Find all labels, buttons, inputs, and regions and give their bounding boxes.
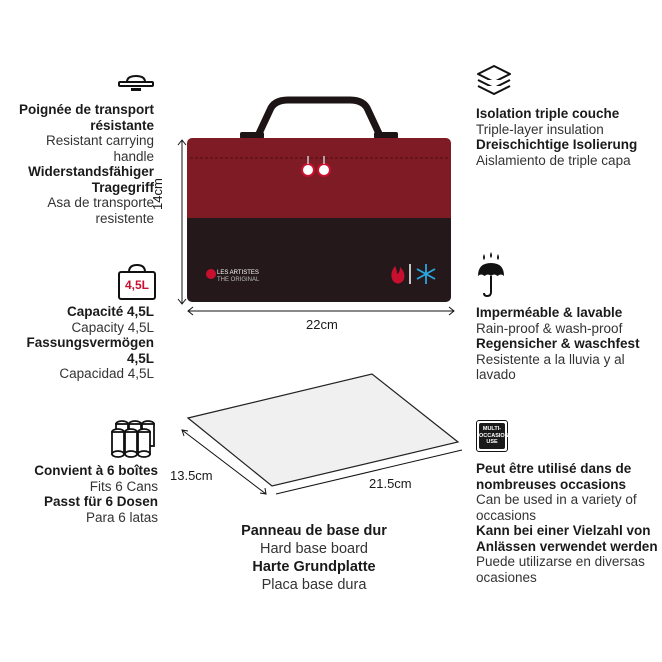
- multi-badge-line3: USE: [486, 439, 498, 445]
- board-depth-label: 13.5cm: [170, 468, 213, 483]
- feature-baseboard: [214, 522, 414, 594]
- feature-capacity: [4, 304, 154, 382]
- capacity-de: Fassungsvermögen 4,5L: [26, 335, 154, 366]
- board-width-label: 21.5cm: [369, 476, 412, 491]
- bag-height-label: 14cm: [150, 178, 165, 210]
- multi-badge-line1: MULTI-: [482, 426, 502, 432]
- capacity-badge: 4,5L: [124, 278, 149, 292]
- handle-fr: Poignée de transport résistante: [18, 102, 154, 133]
- handle-en: Resistant carrying handle: [45, 133, 154, 164]
- insulation-fr: Isolation triple couche: [476, 106, 620, 121]
- bag-brand-label: [217, 270, 259, 284]
- capacity-bag-icon: [117, 263, 157, 301]
- waterproof-en: Rain-proof & wash-proof: [476, 320, 623, 336]
- feature-waterproof: [476, 305, 660, 383]
- six-cans-icon: [108, 418, 158, 458]
- waterproof-fr: Imperméable & lavable: [476, 305, 623, 320]
- handle-de: Widerstandsfähiger Tragegriff: [28, 164, 154, 195]
- capacity-en: Capacity 4,5L: [71, 319, 154, 335]
- feature-handle: [4, 102, 154, 226]
- baseboard-fr: Panneau de base dur: [241, 523, 387, 539]
- width-dimension-line: [186, 306, 456, 316]
- feature-multi-occasion: [476, 461, 660, 585]
- bag-width-label: 22cm: [306, 317, 338, 332]
- capacity-fr: Capacité 4,5L: [66, 304, 154, 319]
- feature-cans: [0, 463, 158, 525]
- capacity-es: Capacidad 4,5L: [59, 366, 154, 381]
- brand-sub: THE ORIGINAL: [217, 277, 260, 283]
- multi-es: Puede utilizarse en diversas ocasiones: [476, 554, 645, 585]
- handle-es: Asa de transporte resistente: [47, 195, 154, 226]
- cans-es: Para 6 latas: [85, 509, 158, 525]
- feature-insulation: [476, 106, 660, 168]
- cans-fr: Convient à 6 boîtes: [34, 463, 158, 478]
- base-board-image: [178, 368, 468, 498]
- multi-badge-line2: OCCASION: [479, 432, 509, 439]
- waterproof-es: Resistente a la lluvia y al lavado: [476, 351, 625, 382]
- layers-icon: [476, 60, 512, 96]
- multi-en: Can be used in a variety of occasions: [476, 492, 637, 523]
- brand-name: LES ARTISTES: [217, 270, 259, 276]
- insulation-en: Triple-layer insulation: [476, 121, 604, 137]
- umbrella-rain-icon: [476, 252, 506, 298]
- multi-de: Kann bei einer Vielzahl von Anlässen verwendet werden: [476, 523, 658, 554]
- multi-occasion-badge: [476, 420, 508, 452]
- baseboard-en: Hard base board: [259, 541, 368, 557]
- insulation-de: Dreischichtige Isolierung: [476, 137, 638, 152]
- baseboard-de: Harte Grundplatte: [252, 559, 376, 575]
- cans-en: Fits 6 Cans: [89, 478, 158, 494]
- waterproof-de: Regensicher & waschfest: [476, 336, 640, 351]
- insulation-es: Aislamiento de triple capa: [476, 152, 631, 168]
- multi-fr: Peut être utilisé dans de nombreuses occasions: [476, 461, 632, 492]
- baseboard-es: Placa base dura: [261, 577, 367, 593]
- cans-de: Passt für 6 Dosen: [43, 494, 158, 509]
- bag-handle-icon: [117, 74, 155, 98]
